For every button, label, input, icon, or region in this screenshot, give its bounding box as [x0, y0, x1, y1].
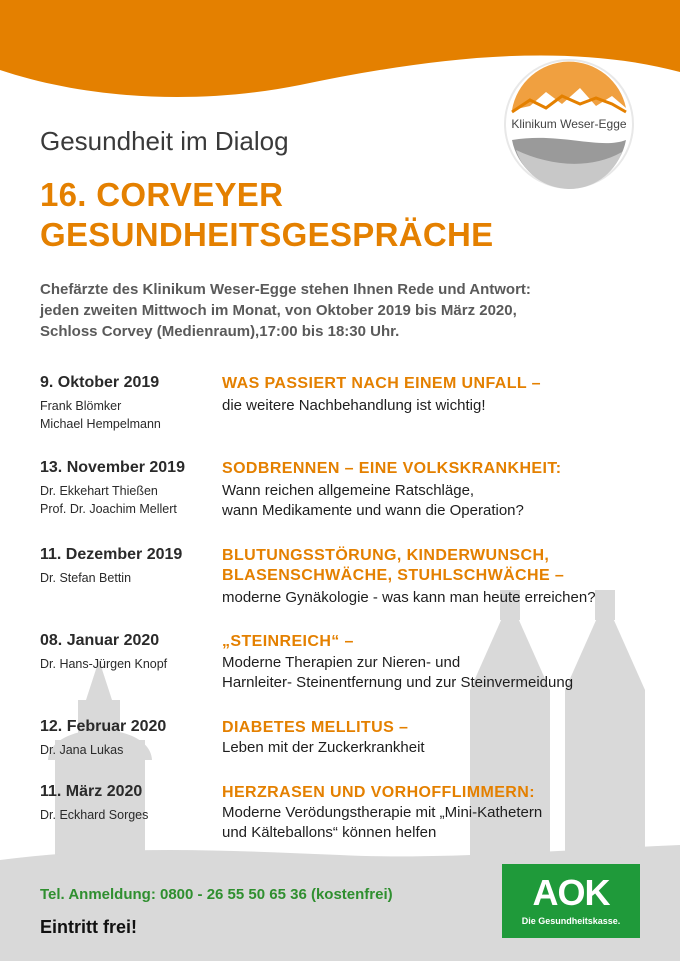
event-topic: [222, 374, 541, 394]
topic-line: DIABETES MELLITUS –: [222, 719, 409, 736]
description-line: die weitere Nachbehandlung ist wichtig!: [222, 397, 486, 414]
speaker-name: Dr. Stefan Bettin: [40, 571, 132, 585]
event-speakers: [40, 397, 161, 433]
description-line: Wann reichen allgemeine Ratschläge,: [222, 482, 475, 499]
event-date: 9. Oktober 2019: [40, 374, 160, 391]
intro-line: jeden zweiten Mittwoch im Monat, von Oktober 2019 bis März 2020,: [40, 302, 517, 319]
speaker-name: Dr. Hans-Jürgen Knopf: [40, 657, 168, 671]
event-speakers: [40, 482, 177, 518]
event-description: [222, 396, 486, 416]
page-subtitle: Gesundheit im Dialog: [40, 126, 289, 156]
aok-tagline: Die Gesundheitskasse.: [521, 916, 621, 926]
free-entry-note: Eintritt frei!: [40, 917, 137, 937]
event-date: 08. Januar 2020: [40, 632, 160, 649]
event-description: [222, 481, 524, 521]
event-date: 13. November 2019: [40, 459, 185, 476]
speaker-name: Dr. Eckhard Sorges: [40, 808, 149, 822]
description-line: und Kälteballons“ können helfen: [222, 824, 437, 841]
topic-line: BLUTUNGSSTÖRUNG, KINDERWUNSCH,: [222, 547, 550, 564]
aok-logo-text: AOK: [532, 872, 610, 913]
event-date: 11. März 2020: [40, 783, 143, 800]
event-topic: [222, 718, 408, 738]
event-topic: [222, 783, 535, 803]
aok-logo: [502, 864, 640, 938]
description-line: wann Medikamente und wann die Operation?: [222, 502, 524, 519]
speaker-name: Dr. Ekkehart Thießen: [40, 484, 158, 498]
event-description: [222, 588, 596, 608]
event-topic: [222, 632, 354, 652]
topic-line: SODBRENNEN – EINE VOLKSKRANKHEIT:: [222, 460, 562, 477]
speaker-name: Dr. Jana Lukas: [40, 743, 124, 757]
topic-line: „STEINREICH“ –: [222, 633, 354, 650]
event-speakers: [40, 806, 148, 824]
event-topic: [222, 546, 564, 586]
topic-line: BLASENSCHWÄCHE, STUHLSCHWÄCHE –: [222, 567, 565, 584]
event-description: [222, 738, 425, 758]
event-date: 12. Februar 2020: [40, 718, 167, 735]
speaker-name: Michael Hempelmann: [40, 417, 161, 431]
event-speakers: [40, 741, 123, 759]
phone-registration: Tel. Anmeldung: 0800 - 26 55 50 65 36 (kostenfrei): [40, 886, 393, 903]
event-description: [222, 653, 573, 693]
description-line: Harnleiter- Steinentfernung und zur Steinvermeidung: [222, 674, 574, 691]
logo-name: Klinikum Weser-Egge: [511, 117, 627, 131]
event-topic: [222, 459, 561, 479]
description-line: Leben mit der Zuckerkrankheit: [222, 739, 425, 756]
title-line-1: 16. CORVEYER: [40, 176, 284, 213]
event-description: [222, 803, 542, 843]
intro-line: Chefärzte des Klinikum Weser-Egge stehen Ihnen Rede und Antwort:: [40, 281, 531, 298]
event-date: 11. Dezember 2019: [40, 546, 183, 563]
topic-line: HERZRASEN UND VORHOFFLIMMERN:: [222, 784, 535, 801]
title-line-2: GESUNDHEITSGESPRÄCHE: [40, 216, 494, 253]
speaker-name: Frank Blömker: [40, 399, 122, 413]
event-speakers: [40, 569, 131, 587]
description-line: Moderne Therapien zur Nieren- und: [222, 654, 461, 671]
description-line: moderne Gynäkologie - was kann man heute erreichen?: [222, 589, 596, 606]
topic-line: WAS PASSIERT NACH EINEM UNFALL –: [222, 375, 541, 392]
speaker-name: Prof. Dr. Joachim Mellert: [40, 502, 177, 516]
event-speakers: [40, 655, 167, 673]
description-line: Moderne Verödungstherapie mit „Mini-Kathetern: [222, 804, 543, 821]
intro-line: Schloss Corvey (Medienraum),17:00 bis 18:30 Uhr.: [40, 323, 400, 340]
